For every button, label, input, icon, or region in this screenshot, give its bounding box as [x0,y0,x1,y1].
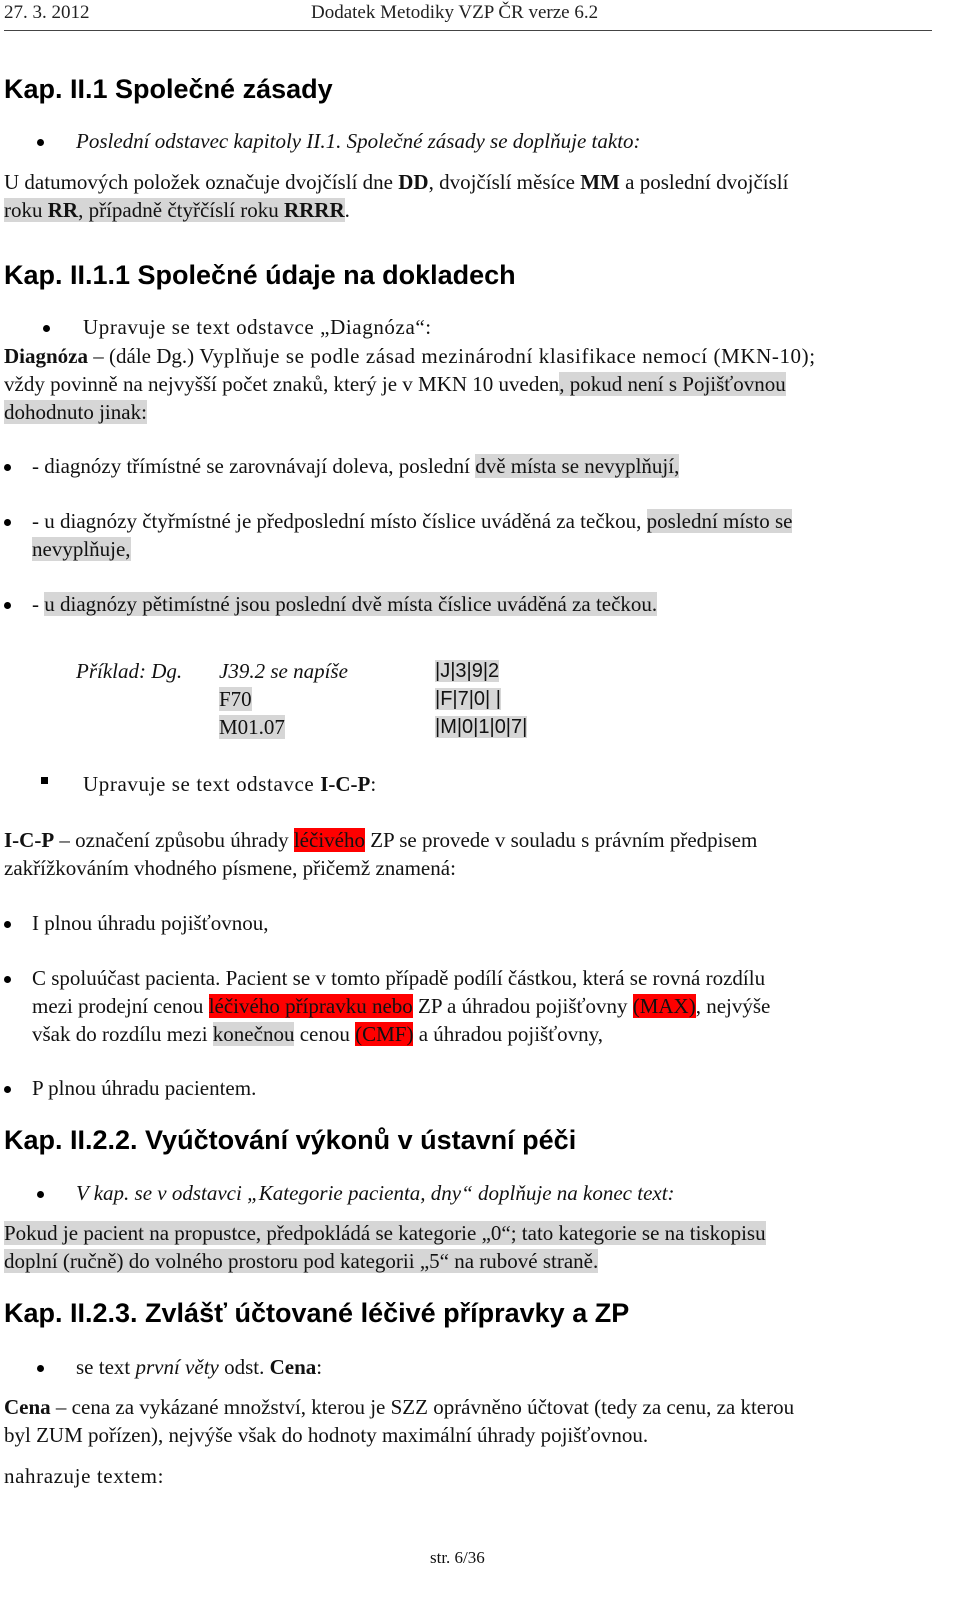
sec3-icp-line2: zakřížkováním vhodného písmene, přičemž znamená: [4,856,456,880]
header-rule [4,30,932,31]
heading-spolecne-zasady: Kap. II.1 Společné zásady [4,74,333,104]
heading-vyuctovani-vykonu: Kap. II.2.2. Vyúčtování výkonů v ústavní péči [4,1125,577,1155]
sec1-paragraph-line2: roku RR, případně čtyřčíslí roku RRRR. [4,198,350,222]
sec2-list-item-ctyrmistne: - u diagnózy čtyřmístné je předposlední místo číslice uváděná za tečkou, poslední místo se [32,509,793,533]
sec5-nahrazuje: nahrazuje textem: [4,1464,165,1488]
bullet-dot [37,1365,44,1372]
sec2-bullet-text: Upravuje se text odstavce „Diagnóza“: [83,315,432,339]
sec2-list-item-ctyrmistne-cont: nevyplňuje, [32,537,131,561]
sec1-bullet-text: Poslední odstavec kapitoly II.1. Společné zásady se doplňuje takto: [76,129,641,153]
sec4-paragraph-line2: doplní (ručně) do volného prostoru pod kategorii „5“ na rubové straně. [4,1249,599,1273]
sec3-list-item-C-line3: však do rozdílu mezi konečnou cenou (CMF) a úhradou pojišťovny, [32,1022,604,1046]
sec2-list-item-trimistne: - diagnózy třímístné se zarovnávají doleva, poslední dvě místa se nevyplňují, [32,454,680,478]
bullet-dot [37,1191,44,1198]
example-row-2: F70 [219,687,252,711]
bullet-dot [4,464,11,471]
example-field-3: |M|0|1|0|7| [435,716,528,738]
sec5-cena-line1: Cena – cena za vykázané množství, kterou je SZZ oprávněno účtovat (tedy za cenu, za kterou [4,1395,795,1419]
heading-zvlast-uctovane: Kap. II.2.3. Zvlášť účtované léčivé přípravky a ZP [4,1298,630,1328]
bullet-dot [4,921,11,928]
bullet-dot [43,325,50,332]
sec1-paragraph-line1: U datumových položek označuje dvojčíslí dne DD, dvojčíslí měsíce MM a poslední dvojčíslí [4,170,789,194]
bullet-dot [4,976,11,983]
bullet-dot [37,139,44,146]
sec2-diagnoza-line2: vždy povinně na nejvyšší počet znaků, který je v MKN 10 uveden, pokud není s Pojišťovnou [4,372,786,396]
sec5-bullet-text: se text první věty odst. Cena: [76,1355,323,1379]
bullet-dot [4,1086,11,1093]
header-date: 27. 3. 2012 [4,2,90,23]
sec4-paragraph-line1: Pokud je pacient na propustce, předpokládá se kategorie „0“; tato kategorie se na tiskopisu [4,1221,766,1245]
sec3-list-item-C-line2: mezi prodejní cenou léčivého přípravku nebo ZP a úhradou pojišťovny (MAX), nejvýše [32,994,771,1018]
sec2-diagnoza-line1: Diagnóza – (dále Dg.) Vyplňuje se podle zásad mezinárodní klasifikace nemocí (MKN-10); [4,344,816,368]
example-row-1: J39.2 se napíše [219,659,348,683]
header-title: Dodatek Metodiky VZP ČR verze 6.2 [311,2,599,23]
page-number: str. 6/36 [430,1548,485,1567]
example-field-1: |J|3|9|2 [435,660,500,682]
bullet-dot [4,519,11,526]
example-row-3: M01.07 [219,715,285,739]
example-label: Příklad: Dg. [76,659,183,683]
sec3-icp-line1: I-C-P – označení způsobu úhrady léčivého ZP se provede v souladu s právním předpisem [4,828,758,852]
sec5-cena-line2: byl ZUM pořízen), nejvýše však do hodnoty maximální úhrady pojišťovnou. [4,1423,649,1447]
sec2-diagnoza-line3: dohodnuto jinak: [4,400,147,424]
example-field-2: |F|7|0| | [435,688,501,710]
bullet-dot [4,602,11,609]
sec3-list-item-I: I plnou úhradu pojišťovnou, [32,911,269,935]
heading-spolecne-udaje: Kap. II.1.1 Společné údaje na dokladech [4,260,516,290]
sec4-bullet-text: V kap. se v odstavci „Kategorie pacienta, dny“ doplňuje na konec text: [76,1181,675,1205]
sec3-list-item-P: P plnou úhradu pacientem. [32,1076,257,1100]
square-bullet [41,777,48,784]
sec3-list-item-C-line1: C spoluúčast pacienta. Pacient se v tomto případě podílí částkou, která se rovná rozdílu [32,966,766,990]
sec3-bullet-text: Upravuje se text odstavce I-C-P: [83,772,377,796]
sec2-list-item-petimistne: - u diagnózy pětimístné jsou poslední dvě místa číslice uváděná za tečkou. [32,592,658,616]
